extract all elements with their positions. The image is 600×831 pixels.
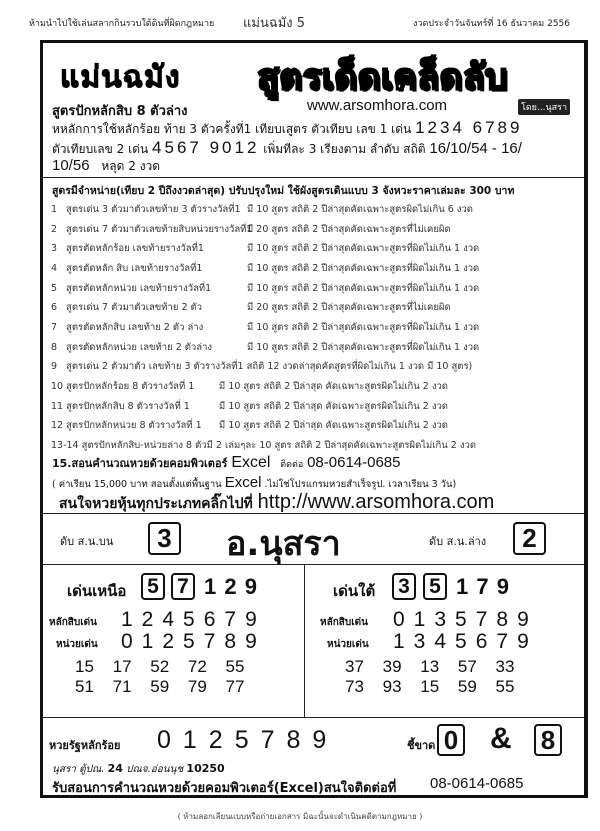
ampersand: &	[490, 722, 512, 755]
north-title: เด่นเหนือ	[67, 582, 127, 600]
north-boxed-digit: 5	[141, 573, 165, 600]
formula-list-heading: สูตรมีจำหน่าย(เทียบ 2 ปีถึงงวดล่าสุด) ปรับปรุงใหม่ ใช้ผังสูตรเดินแบบ 3 จังหวะราคาเล่มละ 300 บาท	[52, 185, 515, 197]
bottom-section	[43, 718, 584, 798]
south-tens-digits: 0135789	[393, 608, 538, 631]
formula-line-1	[52, 118, 522, 139]
excel-course-line: 15.สอนคำนวณหวยด้วยคอมพิวเตอร์ Excel ติดต่อ 08-0614-0685	[52, 454, 401, 471]
copyright-footnote: ( ห้ามลอกเลียนแบบหรือถ่ายเอกสาร มิฉะนั้นจะดำเนินคดีตามกฎหมาย )	[177, 812, 423, 821]
columns-section	[43, 565, 584, 717]
website-url[interactable]: http://www.arsomhora.com	[257, 491, 495, 513]
lower-value-box: 2	[513, 522, 546, 555]
list-item: 5 สูตรตัดหลักหน่วย เลขท้ายรางวัลที่1 มี 10 สูตร สถิติ 2 ปีล่าสุดคัดเฉพาะสูตรที่ผิดไม่เกิน 1 งวด	[51, 283, 480, 294]
north-pairs-row: 51 71 59 79 77	[75, 677, 245, 696]
hundreds-label: หวยรัฐหลักร้อย	[49, 739, 121, 752]
title-row	[43, 514, 584, 564]
website-link[interactable]: www.arsomhora.com	[307, 97, 448, 114]
legal-warning: ห้ามนำไปใช้เล่นสลากกินรวบใต้ดินที่ผิดกฎหมาย	[29, 19, 215, 29]
south-boxed-digit: 5	[423, 573, 447, 600]
formula-line-3	[52, 157, 160, 176]
lower-label: ดับ ส.น.ล่าง	[429, 535, 487, 548]
page-title: แม่นฉมัง 5	[243, 16, 306, 31]
formula-line-2-stats: 16/10/54 - 16/	[429, 140, 522, 157]
south-pairs-row: 73 93 15 59 55	[345, 677, 515, 696]
list-item: 7 สูตรตัดหลักสิบ เลขท้าย 2 ตัว ล่าง มี 10 สูตร สถิติ 2 ปีล่าสุดคัดเฉพาะสูตรที่ผิดไม่เกิน 1 งวด	[51, 322, 480, 333]
byline-badge: โดย...นุสรา	[518, 99, 570, 115]
list-item: 6 สูตรเด่น 7 ตัวมาตัวเลขท้าย 2 ตัว มี 20 สูตร สถิติ 2 ปีล่าสุดคัดเฉพาะสูตรที่ไม่เคยผิด	[51, 302, 451, 313]
north-pairs-row: 15 17 52 72 55	[75, 657, 245, 676]
north-rest-digits: 1 2 9	[204, 574, 259, 599]
list-item: 13-14 สูตรปักหลักสิบ-หน่วยล่าง 8 ตัวมี 2 เล่มๆละ 10 สูตร สถิติ 2 ปีล่าสุดคัดเฉพาะสูตรผิดไม่เกิน 2 งวด	[51, 440, 477, 451]
south-rest-digits: 1 7 9	[456, 574, 511, 599]
upper-value-box: 3	[148, 522, 181, 555]
list-item: 10 สูตรปักหลักร้อย 8 ตัวรางวัลที่ 1 มี 10 สูตร สถิติ 2 ปีล่าสุด คัดเฉพาะสูตรผิดไม่เกิน 2 งวด	[51, 381, 448, 392]
formula-title: สูตรปักหลักสิบ 8 ตัวล่าง	[52, 104, 188, 119]
author-name: อ.นุสรา	[226, 524, 341, 564]
list-item: 8 สูตรตัดหลักหน่วย เลขท้าย 2 ตัวล่าง มี 10 สูตร สถิติ 2 ปีล่าสุดคัดเฉพาะสูตรที่ผิดไม่เกิน 1 งวด	[51, 342, 480, 353]
formula-line-2	[52, 138, 522, 159]
course-note: ( ค่าเรียน 15,000 บาท สอนตั้งแต่พื้นฐาน Excel .ไม่ใช่โปรแกรมหวยสำเร็จรูป. เวลาเรียน 3 วัน)	[52, 474, 457, 491]
south-tens-label: หลักสิบเด่น	[320, 617, 368, 628]
top-bar	[0, 12, 600, 32]
website-promo: สนใจหวยหุ้นทุกประเภทคลิ๊กไปที่ http://www.arsomhora.com	[59, 491, 495, 513]
north-boxed-digit: 7	[171, 573, 195, 600]
formula-line-2-digits: 4567 9012	[152, 138, 260, 157]
list-item: 1 สูตรเด่น 3 ตัวมาตัวเลขท้าย 3 ตัวรางวัลที่1 มี 10 สูตร สถิติ 2 ปีล่าสุดคัดเฉพาะสูตรผิดไม่เกิน 6 งวด	[51, 204, 473, 215]
north-units-label: หน่วยเด่น	[56, 639, 98, 650]
phone-number: 08-0614-0685	[307, 454, 401, 471]
north-tens-digits: 1245679	[121, 608, 266, 631]
south-units-digits: 1345679	[393, 630, 538, 653]
list-item: 9 สูตรเด่น 2 ตัวมาตัว เลขท้าย 3 ตัวรางวัลที่1 สถิติ 12 งวดล่าสุดคัดสูตรที่ผิดไม่เกิน 1 งวด มี 10 สูตร)	[51, 361, 473, 372]
logo-text: สูตรเด็ดเคล็ดลับ	[257, 57, 508, 98]
pick-a-box: 0	[437, 724, 465, 756]
draw-date: งวดประจำวันจันทร์ที่ 16 ธันวาคม 2556	[413, 19, 570, 29]
south-boxed-digit: 3	[392, 573, 416, 600]
mailing-address: นุสรา ตู้ปณ. 24 ปณจ.อ่อนนุช 10250	[52, 762, 225, 775]
brand-title: แม่นฉมัง	[60, 60, 181, 95]
north-units-digits: 0125789	[121, 630, 266, 653]
south-pairs-row: 37 39 13 57 33	[345, 657, 515, 676]
hundreds-digits: 0125789	[157, 726, 339, 754]
content-frame	[40, 40, 588, 798]
south-title: เด่นใต้	[333, 582, 376, 600]
pick-label: ชี้ขาด	[407, 739, 436, 752]
formula-list-section	[43, 178, 584, 513]
list-item: 3 สูตรตัดหลักร้อย เลขท้ายรางวัลที่1 มี 10 สูตร สถิติ 2 ปีล่าสุดคัดเฉพาะสูตรที่ผิดไม่เกิน 1 งวด	[51, 243, 480, 254]
list-item: 12 สูตรปักหลักหน่วย 8 ตัวรางวัลที่ 1 มี 10 สูตร สถิติ 2 ปีล่าสุด คัดเฉพาะสูตรผิดไม่เกิน 2 งวด	[51, 420, 448, 431]
list-item: 11 สูตรปักหลักสิบ 8 ตัวรางวัลที่ 1 มี 10 สูตร สถิติ 2 ปีล่าสุด คัดเฉพาะสูตรผิดไม่เกิน 2 งวด	[51, 401, 448, 412]
south-units-label: หน่วยเด่น	[327, 639, 369, 650]
contact-line: รับสอนการคำนวณหวยด้วยคอมพิวเตอร์(Excel)สนใจติดต่อที่ 08-0614-0685	[52, 775, 524, 796]
upper-label: ดับ ส.น.บน	[60, 535, 114, 548]
pick-b-box: 8	[534, 724, 562, 756]
list-item: 2 สูตรเด่น 7 ตัวมาตัวเลขท้ายสิบหน่วยรางวัลที่1 มี 20 สูตร สถิติ 2 ปีล่าสุดคัดเฉพาะสูตรที่ไม่เคยผิด	[51, 224, 451, 235]
formula-line-2-prefix: ตัวเทียบเลข 2 เด่น	[52, 142, 149, 156]
formula-line-1-digits: 1234 6789	[415, 118, 523, 137]
formula-line-3-suffix: หลุด 2 งวด	[101, 159, 161, 173]
contact-phone: 08-0614-0685	[430, 775, 524, 792]
formula-line-1-text: หหลักการใช้หลักร้อย ท้าย 3 ตัวครั้งที่1 เทียบเสูตร ตัวเทียบ เลข 1 เด่น	[52, 122, 412, 136]
list-item: 4 สูตรตัดหลัก สิบ เลขท้ายรางวัลที่1 มี 10 สูตร สถิติ 2 ปีล่าสุดคัดเฉพาะสูตรที่ผิดไม่เกิน 1 งวด	[51, 263, 480, 274]
north-tens-label: หลักสิบเด่น	[49, 617, 97, 628]
column-divider	[304, 565, 305, 717]
formula-line-3-stats: 10/56	[52, 157, 90, 174]
formula-line-2-suffix: เพิ่มทีละ 3 เรียงตาม ลำดับ สถิติ	[263, 142, 426, 156]
header-section	[43, 43, 584, 177]
